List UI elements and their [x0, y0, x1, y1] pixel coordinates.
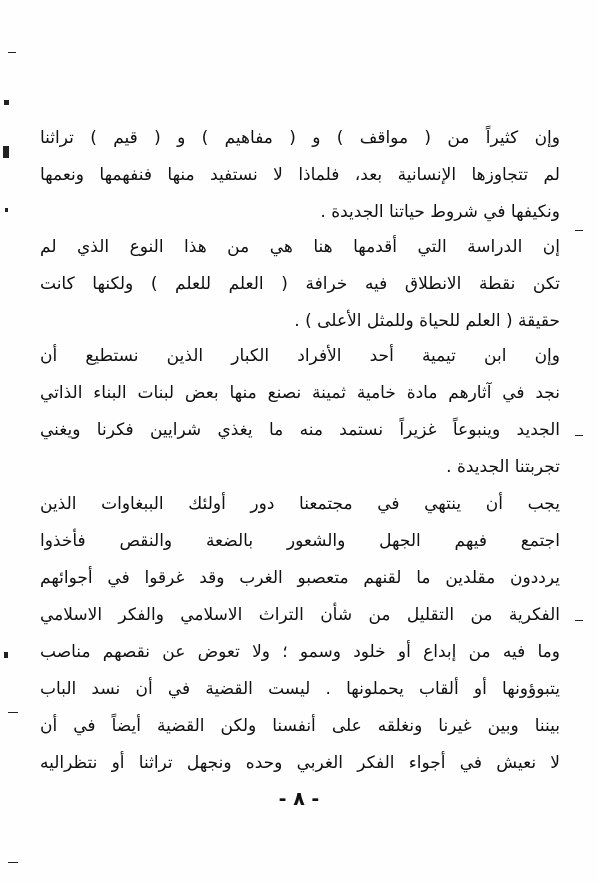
text-line: اجتمع فيهم الجهل والشعور بالضعة والنقص فأخذوا — [40, 531, 560, 551]
margin-speck — [8, 862, 18, 863]
paragraph-1 — [40, 120, 560, 231]
text-line: تجربتنا الجديدة . — [446, 457, 560, 477]
margin-speck — [5, 208, 8, 212]
text-line: نجد في آثارهم مادة خامية ثمينة نصنع منها بعض لبنات البناء الذاتي — [40, 383, 560, 403]
margin-speck — [8, 52, 16, 53]
margin-speck — [8, 712, 18, 713]
body-text — [40, 229, 560, 340]
margin-speck — [4, 100, 9, 105]
margin-speck — [575, 435, 583, 436]
paragraph-3 — [40, 338, 560, 486]
text-line: بيننا وبين غيرنا ونغلقه على أنفسنا ولكن القضية أيضاً في أن — [40, 716, 560, 736]
text-line: وإن كثيراً من ( مواقف ) و ( مفاهيم ) و ( قيم ) تراثنا — [40, 128, 560, 148]
body-text — [40, 120, 560, 231]
margin-speck — [575, 620, 583, 621]
text-line: يرددون مقلدين ما لقنهم متعصبو الغرب وقد غرقوا في أجوائهم — [40, 568, 560, 588]
text-line: ونكيفها في شروط حياتنا الجديدة . — [320, 202, 560, 222]
text-line: حقيقة ( العلم للحياة وللمثل الأعلى ) . — [294, 311, 560, 331]
text-line: لم تتجاوزها الإنسانية بعد، فلماذا لا نستفيد منها فنفهمها ونعمها — [40, 165, 560, 185]
body-text — [40, 338, 560, 486]
text-line: وإن ابن تيمية أحد الأفراد الكبار الذين نستطيع أن — [40, 346, 560, 366]
text-line: يجب أن ينتهي في مجتمعنا دور أولئك الببغاوات الذين — [40, 494, 560, 514]
text-line: لا نعيش في أجواء الفكر الغربي وحده ونجهل تراثنا أو نتظراليه — [40, 753, 560, 773]
page-number: - ٨ - — [278, 788, 320, 810]
text-line: الفكرية من التقليل من شأن التراث الاسلامي والفكر الاسلامي — [40, 605, 560, 625]
margin-speck — [575, 230, 583, 231]
text-line: الجديد وينبوعاً غزيراً نستمد منه ما يغذي شرايين فكرنا ويغني — [40, 420, 560, 440]
margin-speck — [4, 652, 8, 658]
text-line: إن الدراسة التي أقدمها هنا هي من هذا النوع الذي لم — [40, 237, 560, 257]
body-text — [40, 486, 560, 782]
margin-speck — [3, 146, 9, 158]
text-line: تكن نقطة الانطلاق فيه خرافة ( العلم للعلم ) ولكنها كانت — [40, 274, 560, 294]
text-line: وما فيه من إبداع أو خلود وسمو ؛ ولا تعوض عن نقصهم مناصب — [40, 642, 560, 662]
paragraph-2 — [40, 229, 560, 340]
text-line: يتبوؤونها أو ألقاب يحملونها . ليست القضية في أن نسد الباب — [40, 679, 560, 699]
paragraph-4 — [40, 486, 560, 782]
